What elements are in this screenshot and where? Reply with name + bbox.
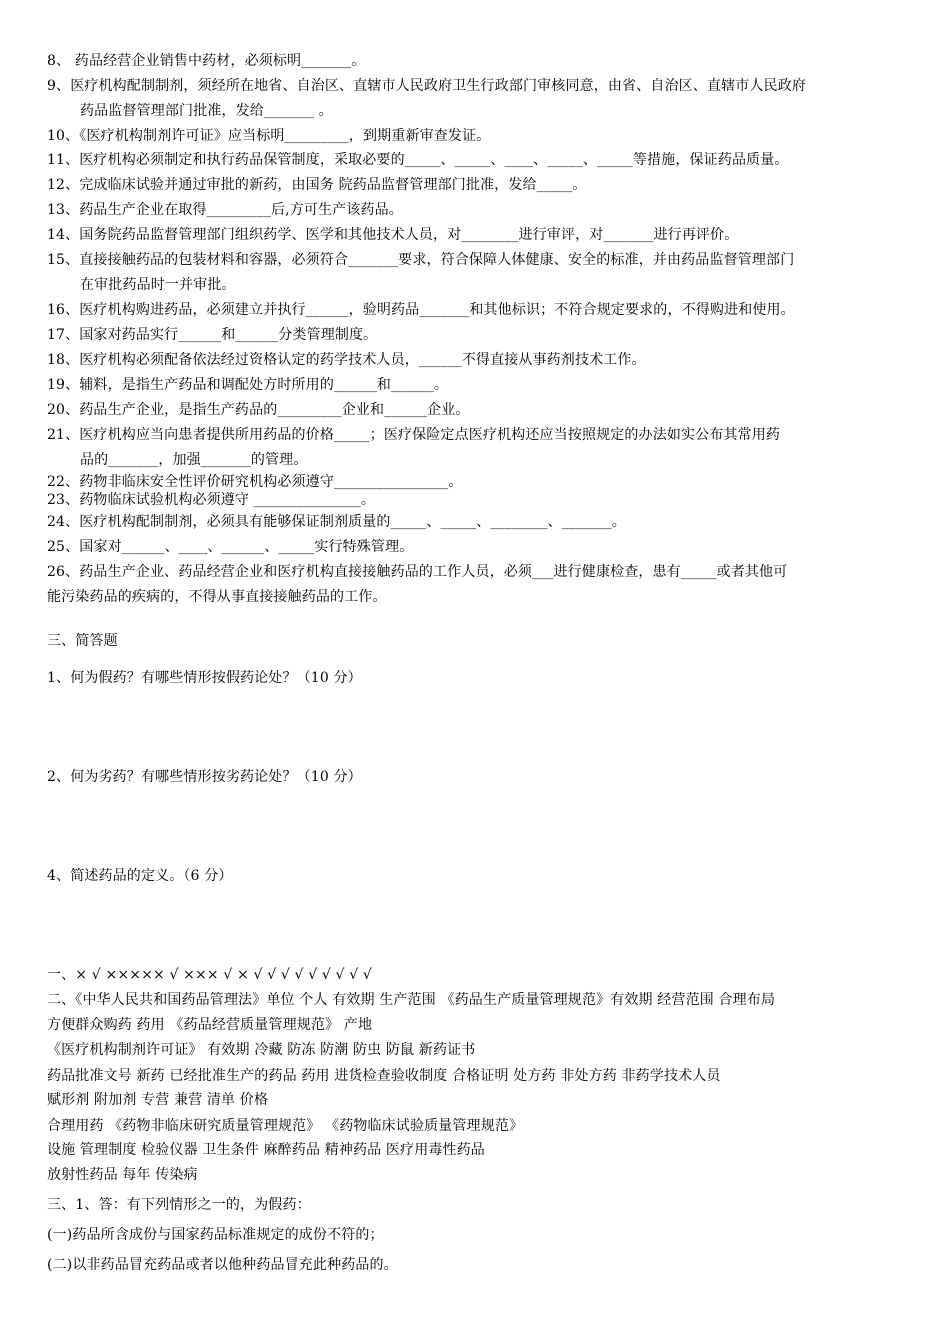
answer-key-2-line-7: 设施 管理制度 检验仪器 卫生条件 麻醉药品 精神药品 医疗用毒性药品 — [47, 1142, 485, 1158]
question-17: 17、国家对药品实行______和______分类管理制度。 — [47, 327, 378, 343]
question-23: 23、药物临床试验机构必须遵守 _______________。 — [47, 492, 376, 508]
answer-key-2-line-6: 合理用药 《药物非临床研究质量管理规范》 《药物临床试验质量管理规范》 — [47, 1118, 524, 1134]
answer-key-3-item-2: (二)以非药品冒充药品或者以他种药品冒充此种药品的。 — [47, 1257, 398, 1273]
question-20: 20、药品生产企业，是指生产药品的_________企业和______企业。 — [47, 402, 470, 418]
answer-key-3-item-1: (一)药品所含成份与国家药品标准规定的成份不符的； — [47, 1227, 384, 1243]
short-answer-1: 1、何为假药？有哪些情形按假药论处？（10 分） — [47, 670, 362, 686]
question-19: 19、辅料，是指生产药品和调配处方时所用的______和______。 — [47, 377, 449, 393]
question-15: 15、直接接触药品的包装材料和容器，必须符合_______要求，符合保障人体健康、安全的标准，并由药品监督管理部门 — [47, 252, 795, 268]
section-title: 三、简答题 — [47, 633, 118, 649]
question-10: 10、《医疗机构制剂许可证》应当标明_________，到期重新审查发证。 — [47, 128, 491, 144]
answer-key-2-line-8: 放射性药品 每年 传染病 — [47, 1167, 198, 1183]
question-18: 18、医疗机构必须配备依法经过资格认定的药学技术人员，______不得直接从事药剂技术工作。 — [47, 352, 646, 368]
question-9-cont: 药品监督管理部门批准，发给_______ 。 — [80, 103, 333, 119]
question-21: 21、医疗机构应当向患者提供所用药品的价格_____；医疗保险定点医疗机构还应当按照规定的办法如实公布其常用药 — [47, 427, 781, 443]
question-9: 9、医疗机构配制制剂，须经所在地省、自治区、直辖市人民政府卫生行政部门审核同意，由省、自治区、直辖市人民政府 — [47, 78, 807, 94]
answer-key-2: 二、《中华人民共和国药品管理法》单位 个人 有效期 生产范围 《药品生产质量管理规范》有效期 经营范围 合理布局 — [47, 992, 776, 1008]
question-25: 25、国家对______、____、______、_____实行特殊管理。 — [47, 539, 414, 555]
question-14: 14、国务院药品监督管理部门组织药学、医学和其他技术人员，对________进行审评，对_______进行再评价。 — [47, 227, 739, 243]
short-answer-4: 4、简述药品的定义。（6 分） — [47, 868, 233, 884]
answer-key-3: 三、1、答：有下列情形之一的，为假药： — [47, 1197, 311, 1213]
question-26: 26、药品生产企业、药品经营企业和医疗机构直接接触药品的工作人员，必须___进行健康检查，患有_____或者其他可 — [47, 564, 788, 580]
question-8: 8、 药品经营企业销售中药材，必须标明_______。 — [47, 53, 366, 69]
answer-key-1: 一、× √ ××××× √ ××× √ × √ √ √ √ √ √ √ √ √ — [47, 967, 372, 983]
question-16: 16、医疗机构购进药品，必须建立并执行______，验明药品_______和其他标识；不符合规定要求的，不得购进和使用。 — [47, 302, 795, 318]
question-15-cont: 在审批药品时一并审批。 — [80, 277, 236, 293]
question-11: 11、医疗机构必须制定和执行药品保管制度，采取必要的_____、_____、____、_____、_____等措施，保证药品质量。 — [47, 152, 789, 168]
question-22: 22、药物非临床安全性评价研究机构必须遵守________________。 — [47, 474, 463, 490]
question-24: 24、医疗机构配制制剂，必须具有能够保证制剂质量的_____、_____、________、_______。 — [47, 514, 626, 530]
answer-key-2-line-5: 赋形剂 附加剂 专营 兼营 清单 价格 — [47, 1092, 269, 1108]
short-answer-2: 2、何为劣药？有哪些情形按劣药论处？（10 分） — [47, 769, 362, 785]
question-26-cont: 能污染药品的疾病的，不得从事直接接触药品的工作。 — [47, 589, 387, 605]
question-13: 13、药品生产企业在取得_________后,方可生产该药品。 — [47, 202, 403, 218]
answer-key-2-line-2: 方便群众购药 药用 《药品经营质量管理规范》 产地 — [47, 1017, 373, 1033]
question-21-cont: 品的_______，加强_______的管理。 — [80, 452, 308, 468]
answer-key-2-line-3: 《医疗机构制剂许可证》 有效期 冷藏 防冻 防潮 防虫 防鼠 新药证书 — [47, 1042, 476, 1058]
answer-key-2-line-4: 药品批准文号 新药 已经批准生产的药品 药用 进货检查验收制度 合格证明 处方药 非处方药 非药学技术人员 — [47, 1068, 721, 1084]
question-12: 12、完成临床试验并通过审批的新药，由国务 院药品监督管理部门批准，发给_____。 — [47, 177, 587, 193]
